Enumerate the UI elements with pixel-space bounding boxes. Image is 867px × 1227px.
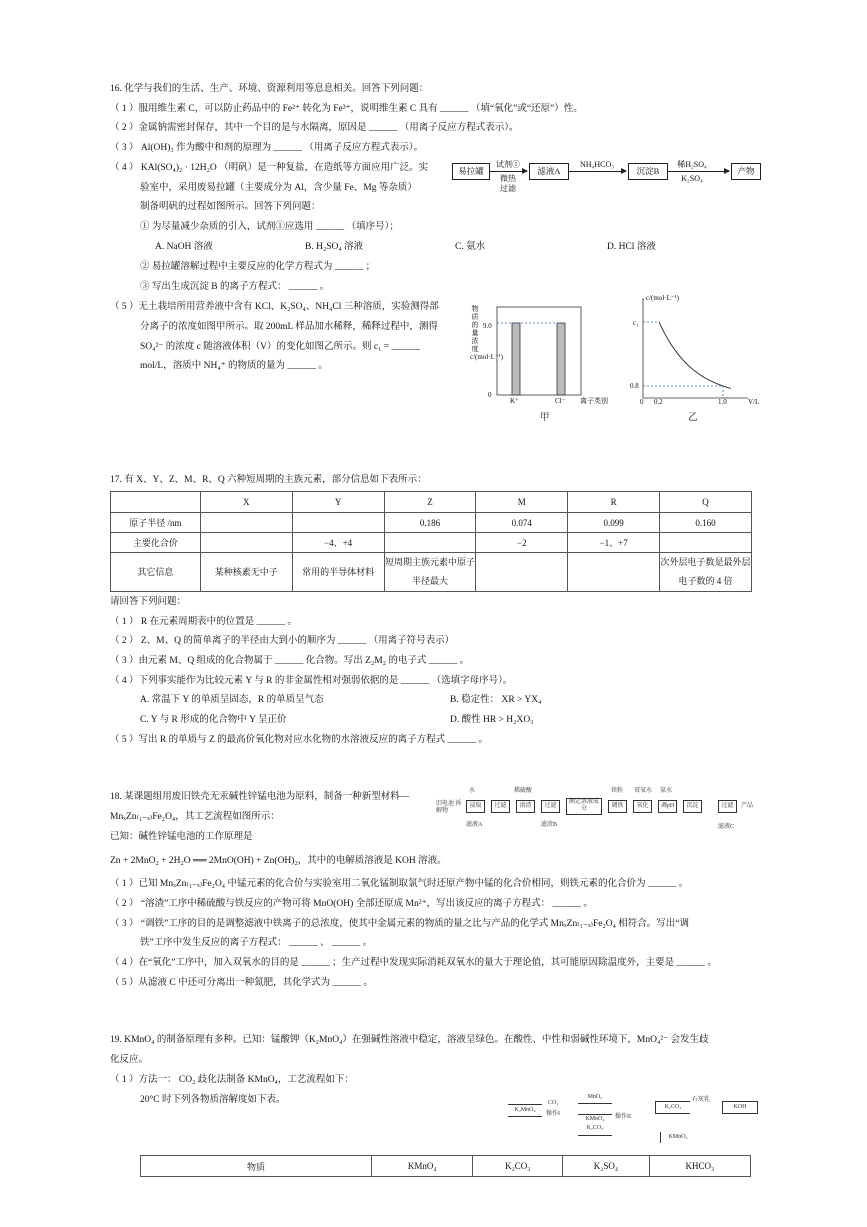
q16-option-d: D. HCl 溶液 [607, 242, 656, 252]
q17-option-b: B. 稳定性： XR > YX₄ [450, 695, 542, 705]
flow-reagent2: NH₄HCO₃ [579, 160, 615, 169]
q18-equation: Zn + 2MnO₂ + 2H₂O ══ 2MnO(OH) + Zn(OH)₂，其中的电解质溶液是 KOH 溶液。 [110, 856, 447, 866]
flow-product: 产品 [741, 803, 754, 809]
q16-part2: （ 2 ）金属钠需密封保存，其中一个目的是与水隔离，原因是 ______ （用离子反应方程式表示）。 [110, 123, 519, 133]
header-cell: K₂CO₃ [473, 1156, 563, 1177]
flow-reagent3b: K₂SO₄ [681, 174, 703, 183]
q18-part3-line2: 铁”工序中发生反应的离子方程式： ______ 、 ______ 。 [140, 938, 373, 948]
cell [200, 533, 292, 553]
arrow [667, 171, 729, 172]
flow-step: 浸取 [466, 800, 485, 813]
flow-box-filtrate: 滤液A [529, 163, 569, 180]
chart-yi-08: 0.8 [630, 382, 639, 390]
header-cell: KMnO₄ [372, 1156, 473, 1177]
flow-op: 操作II [615, 1114, 631, 1120]
cell: 原子半径 /nm [111, 513, 201, 533]
q16-part4-line3: 制备明矾的过程如图所示。回答下列问题： [140, 202, 321, 212]
q16-part5-line2: 分离子的浓度如图甲所示。取 200mL 样品加水稀释，稀释过程中，测得 [140, 322, 438, 332]
chart-yi [643, 298, 748, 398]
header-cell: X [200, 492, 292, 513]
cell: 0.160 [660, 513, 752, 533]
header-cell: 物质 [141, 1156, 372, 1177]
q18-known: 已知：碱性锌锰电池的工作原理是 [110, 832, 253, 842]
q16-sub1: ① 为尽量减少杂质的引入，试剂①应选用 ______ （填序号）； [140, 222, 399, 232]
header-cell: Z [384, 492, 476, 513]
flow-box-can: 易拉罐 [452, 163, 490, 180]
flow-reagent: 试剂① [496, 160, 520, 169]
chart-yi-x02: 0.2 [654, 398, 663, 406]
chart-jia-xlabel: 离子类别 [580, 397, 608, 405]
table-row [111, 553, 752, 592]
flow-box: K₂CO₃ [655, 1101, 690, 1114]
cell: −1、+7 [568, 533, 660, 553]
chart-yi-x10: 1.0 [718, 398, 727, 406]
q16-option-c: C. 氨水 [455, 242, 486, 252]
table-row [111, 533, 752, 553]
table-header-row [141, 1156, 751, 1177]
flow-cond2: 过滤 [500, 184, 516, 193]
cell: 0.186 [384, 513, 476, 533]
chart-jia-ylabel: 物质的量浓度c/(mol·L⁻¹) [470, 305, 504, 361]
flow-reagent: CO₂ [548, 1100, 559, 1106]
q17-table [110, 491, 752, 592]
flow-input: 稀硫酸 [514, 788, 533, 794]
flow-step: 氧化 [633, 800, 652, 813]
q18-title-line2: MnₓZn₍₁₋ₓ₎Fe₂O₄，其工艺流程如图所示： [110, 812, 280, 822]
cell [476, 553, 568, 592]
chart-jia-title: 甲 [540, 413, 550, 423]
cell: 0.074 [476, 513, 568, 533]
header-cell: Q [660, 492, 752, 513]
q17-option-c: C. Y 与 R 形成的化合物中 Y 呈正价 [140, 715, 287, 725]
q16-sub2: ② 易拉罐溶解过程中主要反应的化学方程式为 ______ ； [140, 262, 376, 272]
q16-part5-line3: SO₄²⁻ 的浓度 c 随溶液体积（V）的变化如图乙所示。则 c₁ = ______ [140, 342, 421, 352]
flow-label: KMnO₄ [585, 1116, 605, 1122]
q17-option-d: D. 酸性 HR > H₂XO₃ [450, 715, 534, 725]
chart-jia-origin: 0 [488, 391, 492, 399]
q16-part4: （ 4 ） KAl(SO₄)₂ · 12H₂O （明矾）是一种复盐，在造纸等方面应用广泛。实 [110, 163, 429, 173]
q19-title: 19. KMnO₄ 的制备原理有多种。已知：锰酸钾（K₂MnO₄）在强碱性溶液中稳定，溶液呈绿色。在酸性、中性和弱碱性环境下，MnO₄²⁻ 会发生歧 [110, 1035, 709, 1045]
q18-part2: （ 2 ） “溶渣”工序中稀硫酸与铁反应的产物可将 MnO(OH) 全部还原成 Mn²⁺，写出该反应的离子方程式： ______ 。 [110, 899, 593, 909]
cell: 短周期主族元素中原子半径最大 [384, 553, 476, 592]
flow-step: 过滤 [541, 800, 560, 813]
q18-part4: （ 4 ）在“氧化”工序中，加入双氧水的目的是 ______ ；生产过程中发现实际消耗双氧水的量大于理论值，其可能原因除温度外，主要是 ______ 。 [110, 958, 717, 968]
flow-step: 溶渣 [516, 800, 535, 813]
flow-cond1: 微热 [500, 174, 516, 183]
table-row [111, 513, 752, 533]
chart-jia-xtick-cl: Cl⁻ [555, 397, 566, 405]
cell [200, 513, 292, 533]
flow-box: KOH [722, 1101, 758, 1114]
q19-part1: （ 1 ）方法一： CO₂ 歧化法制备 KMnO₄，工艺流程如下： [110, 1075, 354, 1085]
chart-yi-xlabel: V/L [748, 398, 760, 406]
q17-title: 17. 有 X、Y、Z、M、R、Q 六种短周期的主族元素，部分信息如下表所示： [110, 475, 427, 485]
flow-op: 操作I [546, 1111, 560, 1117]
flow-step: 过滤 [491, 800, 510, 813]
flow-step: 过滤 [718, 800, 737, 813]
cell [292, 513, 384, 533]
cell: −4、+4 [292, 533, 384, 553]
cell: 主要化合价 [111, 533, 201, 553]
curve [659, 322, 731, 389]
cell: 常用的半导体材料 [292, 553, 384, 592]
header-cell: KHCO₃ [649, 1156, 750, 1177]
cell: −2 [476, 533, 568, 553]
header-cell: K₂SO₄ [563, 1156, 649, 1177]
q16-part5-line4: mol/L，溶质中 NH₄⁺ 的物质的量为 ______ 。 [140, 361, 328, 371]
flow-reagent3a: 稀H₂SO₄ [677, 160, 707, 169]
chart-yi-ylabel: c/(mol·L⁻¹) [646, 294, 680, 302]
chart-jia-frame [497, 307, 581, 395]
arrow [568, 171, 626, 172]
cell: 其它信息 [111, 553, 201, 592]
cell: 0.099 [568, 513, 660, 533]
q16-part5: （ 5 ）无土栽培所用营养液中含有 KCl、K₂SO₄、NH₄Cl 三种溶质，实验测得部 [110, 302, 439, 312]
flow-box-precipitate: 沉淀B [628, 163, 668, 180]
q17-part1: （ 1 ） R 在元素周期表中的位置是 ______ 。 [110, 617, 297, 627]
header-cell [111, 492, 201, 513]
q18-part3: （ 3 ） “调铁”工序的目的是调整滤液中铁离子的总浓度，使其中金属元素的物质的量之比与产品的化学式 MnₓZn₍₁₋ₓ₎Fe₂O₄ 相符合。写出“调 [110, 919, 690, 929]
flow-box: K₂MnO₄ [508, 1104, 542, 1117]
cell: 次外层电子数是最外层电子数的 4 倍 [660, 553, 752, 592]
flow-start: 旧电池 拆解物 [436, 801, 462, 814]
flow-input: 双氧水 [634, 788, 653, 794]
q16-part3: （ 3 ） Al(OH)₃ 作为酸中和剂的原理为 ______ （用离子反应方程式表示）。 [110, 143, 424, 153]
q18-part5: （ 5 ）从滤液 C 中还可分离出一种氮肥，其化学式为 ______ 。 [110, 978, 373, 988]
flow-step: 调铁 [608, 800, 627, 813]
q18-title: 18. 某课题组用废旧铁壳无汞碱性锌锰电池为原料，制备一种新型材料— [110, 792, 410, 802]
flow-input: 铁粉 [611, 788, 624, 794]
flow-output: 滤液C [718, 824, 735, 830]
q18-part1: （ 1 ）已知 MnₓZn₍₁₋ₓ₎Fe₂O₄ 中锰元素的化合价与实验室用二氧化锰制取氯气时还原产物中锰的化合价相同，则铁元素的化合价为 ______ 。 [110, 879, 689, 889]
cell: 某种核素无中子 [200, 553, 292, 592]
flow-input: 水 [469, 788, 476, 794]
cell [660, 533, 752, 553]
flow-output: 滤液A [466, 822, 483, 828]
flow-label: K₂CO₃ [586, 1125, 604, 1131]
q17-part5: （ 5 ）写出 R 的单质与 Z 的最高价氧化物对应水化物的水溶液反应的离子方程式 ______ 。 [110, 735, 488, 745]
q16-sub3: ③ 写出生成沉淀 B 的离子方程式： ______ 。 [140, 282, 330, 292]
q16-part1: （ 1 ）服用维生素 C，可以防止药品中的 Fe²⁺ 转化为 Fe³⁺，说明维生素 C 具有 ______ （填“氧化”或“还原”）性。 [110, 104, 583, 114]
flow-step: 测定溶液成分 [566, 798, 602, 815]
q16-option-b: B. H₂SO₄ 溶液 [305, 242, 364, 252]
flow-step: 沉淀 [683, 800, 702, 813]
chart-yi-x0: 0 [640, 398, 644, 406]
flow-output: 滤渣B [541, 822, 558, 828]
chart-jia [497, 307, 581, 395]
q17-prompt: 请回答下列问题： [110, 597, 187, 607]
q16-option-a: A. NaOH 溶液 [155, 242, 213, 252]
header-cell: M [476, 492, 568, 513]
flow-input: 氨水 [660, 788, 673, 794]
q17-part2: （ 2 ） Z、M、Q 的简单离子的半径由大到小的顺序为 ______ （用离子符号表示） [110, 636, 455, 646]
q16-title: 16. 化学与我们的生活、生产、环境、资源利用等息息相关。回答下列问题： [110, 84, 429, 94]
header-cell: Y [292, 492, 384, 513]
bar-cl [557, 323, 565, 395]
q17-option-a: A. 常温下 Y 的单质呈固态，R 的单质呈气态 [140, 695, 324, 705]
q16-part4-line2: 验室中，采用废易拉罐（主要成分为 Al，含少量 Fe、Mg 等杂质） [140, 183, 417, 193]
arrow [489, 171, 527, 172]
q17-part4: （ 4 ）下列事实能作为比较元素 Y 与 R 的非金属性相对强弱依据的是 ______ （选填字母序号）。 [110, 676, 513, 686]
flow-box: MnO₂ [578, 1092, 612, 1104]
q19-part1-note: 20°C 时下列各物质溶解度如下表。 [140, 1095, 286, 1105]
table-header-row [111, 492, 752, 513]
cell [568, 553, 660, 592]
chart-yi-c1: c₁ [633, 319, 639, 327]
flow-box [578, 1114, 612, 1136]
flow-step: 调pH [658, 800, 677, 813]
flow-box-product: 产物 [731, 163, 761, 180]
flow-reagent: 石灰乳 [692, 1097, 711, 1103]
q19-title-line2: 化反应。 [110, 1055, 149, 1065]
flow-box: KMnO₄ [660, 1132, 695, 1143]
cell [384, 533, 476, 553]
q17-part3: （ 3 ）由元素 M、Q 组成的化合物属于 ______ 化合物。写出 Z₂M₂ 的电子式 ______ 。 [110, 656, 470, 666]
chart-jia-xtick-k: K⁺ [510, 397, 519, 405]
header-cell: R [568, 492, 660, 513]
chart-yi-title: 乙 [688, 413, 698, 423]
chart-jia-ytick: 9.0 [483, 322, 492, 330]
bar-k [512, 323, 520, 395]
q19-table [140, 1155, 751, 1177]
